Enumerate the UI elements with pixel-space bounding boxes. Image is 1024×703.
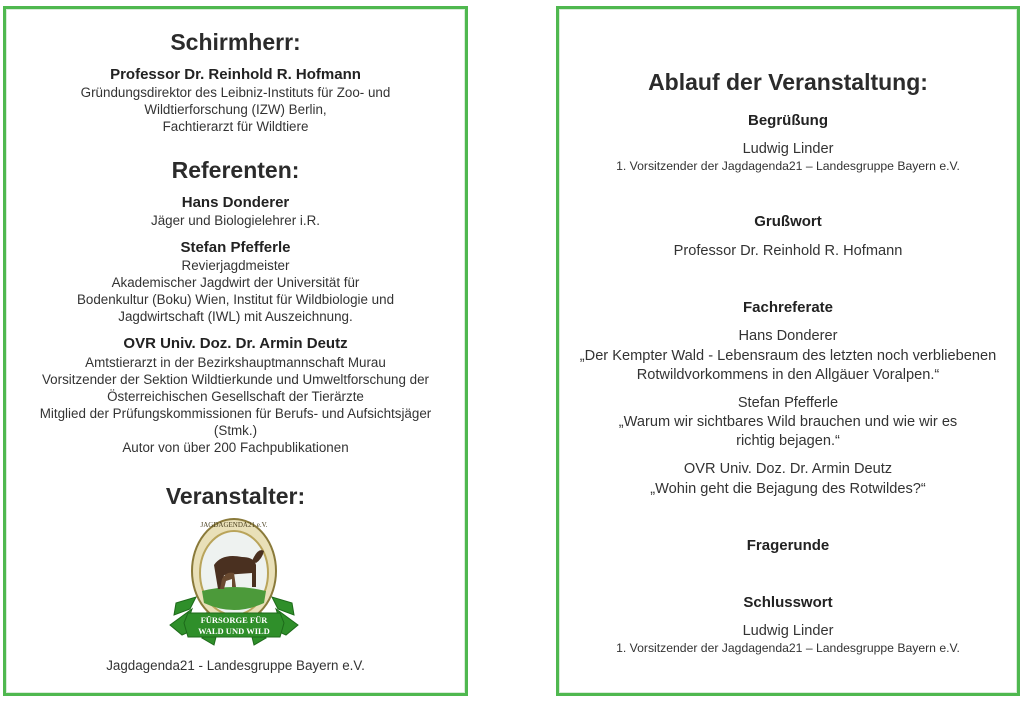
speaker-desc: Österreichischen Gesellschaft der Tierärzte bbox=[107, 389, 364, 404]
greeting-name: Professor Dr. Reinhold R. Hofmann bbox=[673, 243, 903, 259]
organizer-name: Jagdagenda21 - Landesgruppe Bayern e.V. bbox=[106, 658, 365, 673]
speaker-name: Stefan Pfefferle bbox=[180, 239, 291, 256]
speakers-heading: Referenten: bbox=[171, 157, 300, 183]
speaker-desc: Mitglied der Prüfungskommissionen für Berufs- und Aufsichtsjäger bbox=[39, 406, 432, 421]
speaker-desc: Autor von über 200 Fachpublikationen bbox=[122, 440, 349, 455]
closing-name: Ludwig Linder bbox=[742, 623, 834, 639]
schedule-heading: Ablauf der Veranstaltung: bbox=[648, 69, 928, 95]
greeting-title: Grußwort bbox=[754, 213, 822, 230]
speaker-desc: Vorsitzender der Sektion Wildtierkunde und Umweltforschung der bbox=[41, 372, 430, 387]
talk-line: „Der Kempter Wald - Lebensraum des letzten noch verbliebenen bbox=[579, 348, 997, 364]
speaker-desc: (Stmk.) bbox=[213, 423, 258, 438]
logo-ribbon-line1: FÜRSORGE FÜR bbox=[200, 615, 268, 625]
welcome-title: Begrüßung bbox=[748, 112, 828, 129]
jagdagenda21-logo bbox=[162, 513, 306, 653]
patron-desc-3: Fachtierarzt für Wildtiere bbox=[162, 119, 309, 134]
talk-line: Rotwildvorkommens in den Allgäuer Voralpen.“ bbox=[636, 367, 940, 383]
qa-title: Fragerunde bbox=[746, 537, 830, 554]
speaker-name: OVR Univ. Doz. Dr. Armin Deutz bbox=[123, 335, 348, 352]
welcome-name: Ludwig Linder bbox=[742, 141, 834, 157]
speaker-desc: Jagdwirtschaft (IWL) mit Auszeichnung. bbox=[118, 309, 353, 324]
speaker-desc: Revierjagdmeister bbox=[181, 258, 290, 273]
organizer-heading: Veranstalter: bbox=[165, 483, 306, 509]
talk-speaker: Stefan Pfefferle bbox=[737, 395, 839, 411]
right-panel bbox=[556, 6, 1020, 696]
logo-ribbon-line2: WALD UND WILD bbox=[198, 626, 270, 636]
speaker-desc: Jäger und Biologielehrer i.R. bbox=[151, 213, 320, 228]
talks-title: Fachreferate bbox=[742, 299, 834, 316]
logo-top-text: JAGDAGENDA21 e.V. bbox=[200, 521, 268, 529]
patron-heading: Schirmherr: bbox=[170, 29, 301, 55]
speaker-name: Hans Donderer bbox=[181, 194, 290, 211]
talk-speaker: OVR Univ. Doz. Dr. Armin Deutz bbox=[683, 461, 893, 477]
patron-desc-1: Gründungsdirektor des Leibniz-Instituts für Zoo- und bbox=[80, 85, 391, 100]
talk-speaker: Hans Donderer bbox=[738, 328, 838, 344]
patron-desc-2: Wildtierforschung (IZW) Berlin, bbox=[144, 102, 327, 117]
speaker-desc: Amtstierarzt in der Bezirkshauptmannschaft Murau bbox=[85, 355, 386, 370]
speaker-desc: Bodenkultur (Boku) Wien, Institut für Wildbiologie und bbox=[76, 292, 395, 307]
patron-name: Professor Dr. Reinhold R. Hofmann bbox=[110, 66, 361, 83]
welcome-role: 1. Vorsitzender der Jagdagenda21 – Landesgruppe Bayern e.V. bbox=[616, 159, 960, 173]
talk-line: „Wohin geht die Bejagung des Rotwildes?“ bbox=[650, 481, 926, 497]
closing-role: 1. Vorsitzender der Jagdagenda21 – Landesgruppe Bayern e.V. bbox=[616, 641, 960, 655]
talk-line: richtig bejagen.“ bbox=[736, 433, 840, 449]
speaker-desc: Akademischer Jagdwirt der Universität für bbox=[111, 275, 360, 290]
talk-line: „Warum wir sichtbares Wild brauchen und wie wir es bbox=[618, 414, 958, 430]
closing-title: Schlusswort bbox=[743, 594, 833, 611]
